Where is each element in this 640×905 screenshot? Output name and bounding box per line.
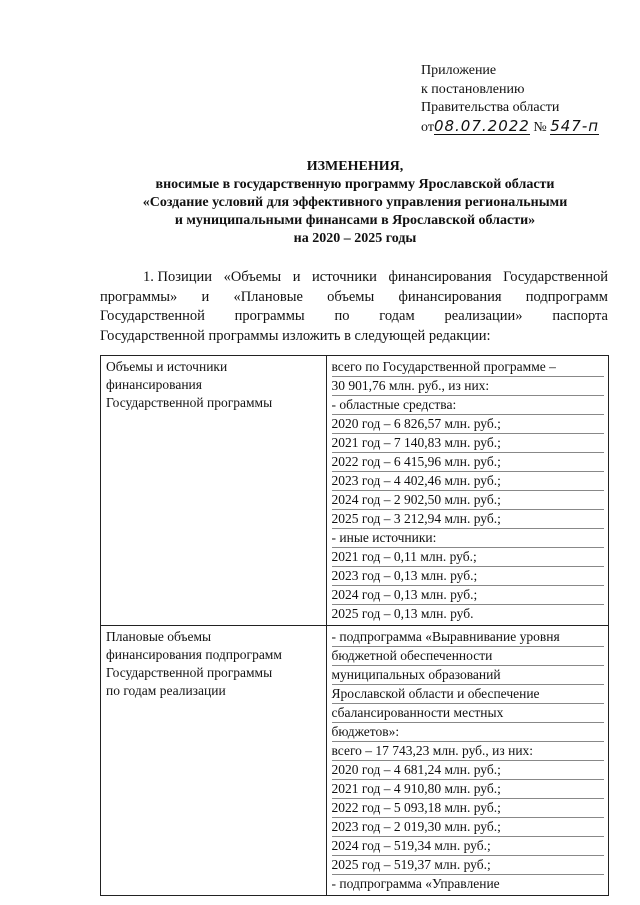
paragraph-word: годам [379, 308, 415, 324]
appendix-line-1: Приложение [421, 63, 497, 78]
cell-line: Ярославской области и обеспечение [332, 685, 604, 704]
cell-line: муниципальных образований [332, 666, 604, 685]
paragraph-word: «Плановые [233, 288, 303, 305]
cell-line: 2021 год – 4 910,80 млн. руб.; [332, 780, 604, 799]
cell-line: 2020 год – 4 681,24 млн. руб.; [332, 761, 604, 780]
document-title [100, 158, 610, 248]
row2-value-cell [326, 626, 608, 896]
table-row [101, 356, 609, 626]
paragraph-word: «Объемы [223, 269, 282, 285]
paragraph-word: источники [312, 269, 377, 285]
paragraph-word: и [201, 288, 210, 305]
table-row [101, 626, 609, 896]
cell-line: 2021 год – 0,11 млн. руб.; [332, 548, 604, 567]
row1-label-cell [101, 356, 327, 626]
cell-line: - областные средства: [332, 396, 604, 415]
cell-line: Объемы и источники [106, 359, 228, 374]
paragraph-word: Государственной [503, 269, 608, 285]
row2-label-cell [101, 626, 327, 896]
paragraph-word: программы [234, 308, 305, 324]
paragraph-line-1 [100, 268, 608, 288]
cell-line: 2024 год – 0,13 млн. руб.; [332, 586, 604, 605]
paragraph-word: финансирования [388, 269, 492, 285]
cell-line: 2020 год – 6 826,57 млн. руб.; [332, 415, 604, 434]
cell-line: 2021 год – 7 140,83 млн. руб.; [332, 434, 604, 453]
cell-line: - иные источники: [332, 529, 604, 548]
title-line-4: на 2020 – 2025 годы [293, 231, 417, 246]
cell-line: сбалансированности местных [332, 704, 604, 723]
cell-line: - подпрограмма «Выравнивание уровня [332, 628, 604, 647]
cell-line: 2025 год – 519,37 млн. руб.; [332, 856, 604, 875]
cell-line: Государственной программы [106, 665, 273, 680]
appendix-date-line [421, 118, 599, 138]
paragraph-line-3 [100, 307, 608, 327]
cell-line: 2025 год – 0,13 млн. руб. [331, 606, 474, 621]
paragraph-word: подпрограмм [525, 288, 608, 305]
cell-line: всего – 17 743,23 млн. руб., из них: [332, 742, 604, 761]
cell-line: 2022 год – 6 415,96 млн. руб.; [332, 453, 604, 472]
body-paragraph [100, 268, 608, 346]
cell-line: бюджетной обеспеченности [332, 647, 604, 666]
paragraph-word: объемы [327, 288, 375, 305]
paragraph-word: 1. Позиции [143, 269, 212, 285]
cell-line: финансирования подпрограмм [106, 647, 282, 662]
paragraph-line-4: Государственной программы изложить в следующей редакции: [100, 327, 491, 344]
cell-line: 2025 год – 3 212,94 млн. руб.; [332, 510, 604, 529]
cell-line: бюджетов»: [332, 723, 604, 742]
paragraph-word: финансирования [398, 288, 502, 305]
cell-line: 2023 год – 4 402,46 млн. руб.; [332, 472, 604, 491]
cell-line: 30 901,76 млн. руб., из них: [332, 377, 604, 396]
handwritten-number: 547-п [550, 116, 600, 135]
paragraph-word: по [334, 308, 350, 324]
passport-table [100, 355, 609, 896]
handwritten-date: 08.07.2022 [433, 116, 530, 135]
paragraph-word: Государственной [100, 308, 205, 324]
cell-line: финансирования [106, 377, 202, 392]
cell-line: по годам реализации [106, 683, 226, 698]
cell-line: Государственной программы [106, 395, 273, 410]
title-line-2: «Создание условий для эффективного управления региональными [142, 195, 568, 210]
cell-line: Плановые объемы [106, 629, 212, 644]
paragraph-word: паспорта [552, 308, 608, 324]
number-label: № [533, 119, 547, 135]
appendix-line-3: Правительства области [421, 100, 560, 115]
cell-line: 2022 год – 5 093,18 млн. руб.; [332, 799, 604, 818]
title-line-1: вносимые в государственную программу Ярославской области [155, 177, 555, 192]
paragraph-word: и [292, 269, 301, 285]
paragraph-word: реализации» [444, 308, 523, 324]
title-line-3: и муниципальными финансами в Ярославской области» [174, 213, 536, 228]
appendix-line-2: к постановлению [421, 81, 525, 97]
from-label: от [421, 119, 434, 135]
title-heading: ИЗМЕНЕНИЯ, [306, 159, 404, 174]
cell-line: 2023 год – 2 019,30 млн. руб.; [332, 818, 604, 837]
paragraph-word: программы» [100, 288, 178, 305]
cell-line: 2024 год – 2 902,50 млн. руб.; [332, 491, 604, 510]
cell-line: 2024 год – 519,34 млн. руб.; [332, 837, 604, 856]
paragraph-line-2 [100, 288, 608, 308]
row1-value-cell [326, 356, 608, 626]
cell-line: - подпрограмма «Управление [331, 876, 500, 891]
cell-line: 2023 год – 0,13 млн. руб.; [332, 567, 604, 586]
appendix-block [421, 62, 599, 137]
cell-line: всего по Государственной программе – [332, 358, 604, 377]
